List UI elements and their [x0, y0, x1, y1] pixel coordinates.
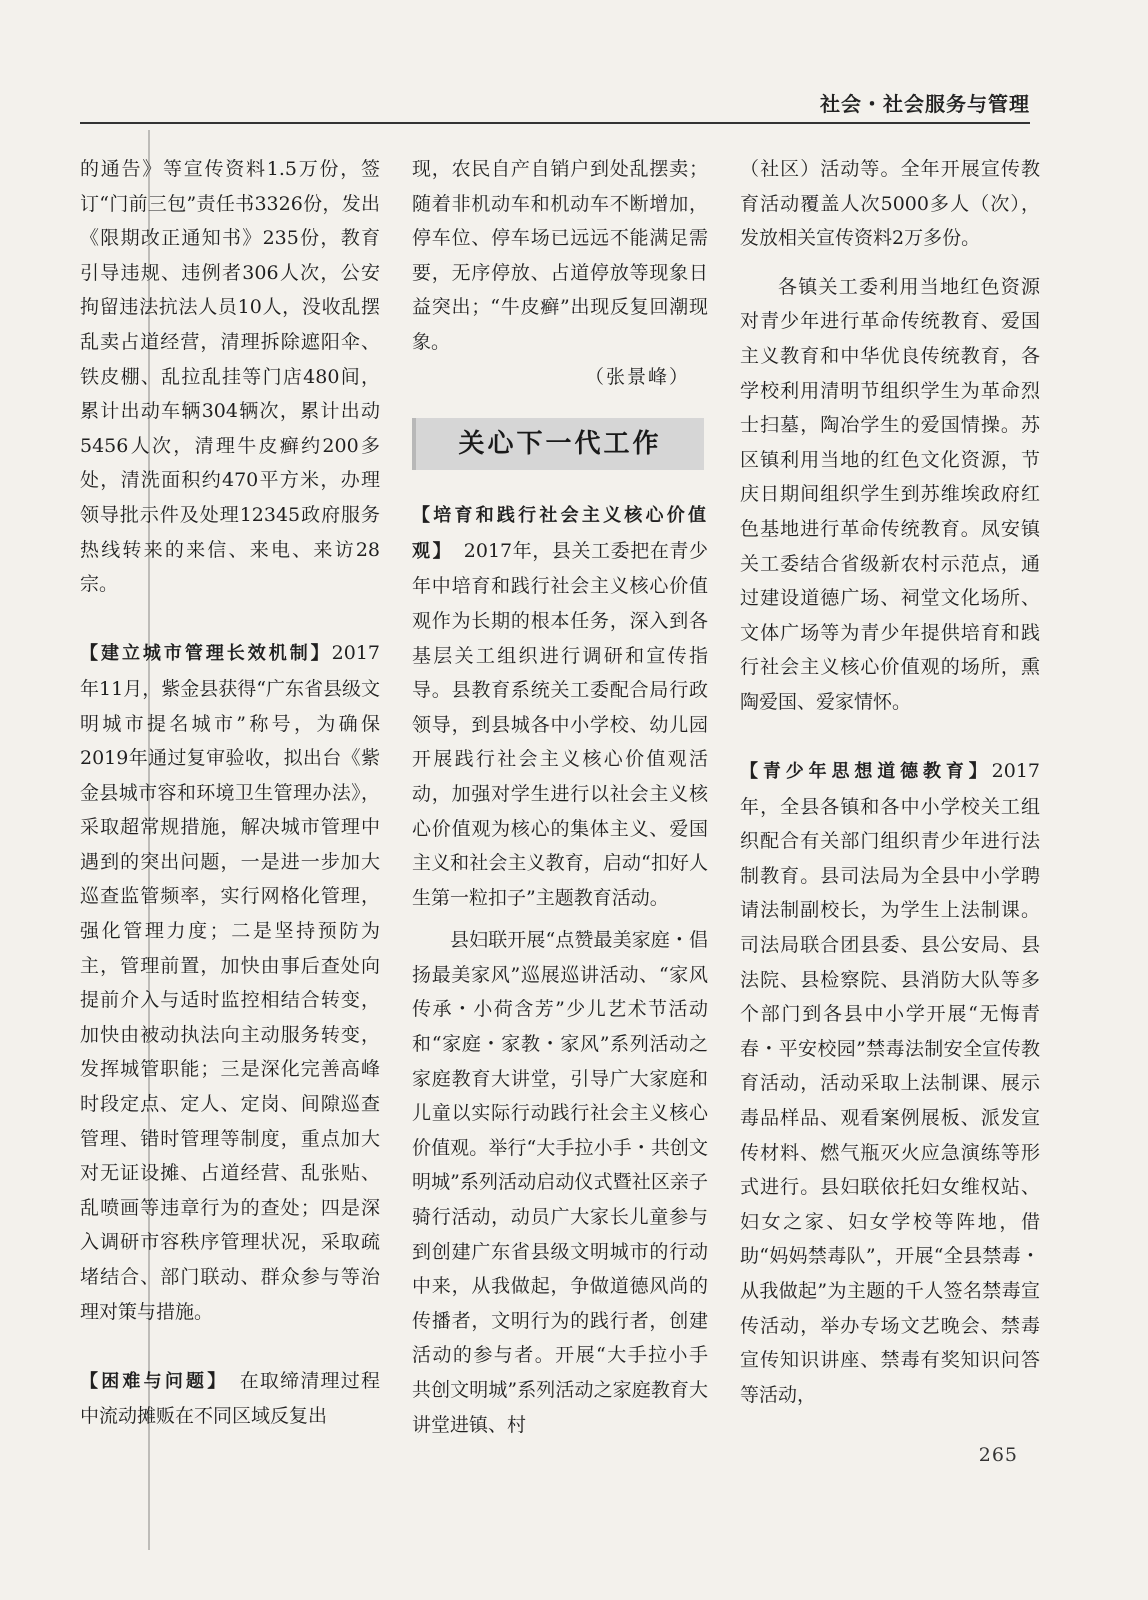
- section-body: 2017年，县关工委把在青少年中培育和践行社会主义核心价值观作为长期的根本任务，深入到各基层关工组织进行调研和宣传指导。县教育系统关工委配合局行政领导，到县城各中小学校、幼儿园开展践行社会主义核心价值观活动，加强对学生进行以社会主义核心价值观为核心的集体主义、爱国主义和社会主义教育，启动“扣好人生第一粒扣子”主题教育活动。: [412, 539, 709, 909]
- paragraph: 现，农民自产自销户到处乱摆卖；随着非机动车和机动车不断增加，停车位、停车场已远远不能满足需要，无序停放、占道停放等现象日益突出；“牛皮癣”出现反复回潮现象。: [412, 158, 708, 353]
- section-body: 2017年，全县各镇和各中小学校关工组织配合有关部门组织青少年进行法制教育。县司法局为全县中小学聘请法制副校长，为学生上法制课。司法局联合团县委、县公安局、县法院、县检察院、县消防大队等多个部门到各县中小学开展“无悔青春・平安校园”禁毒法制安全宣传教育活动，活动采取上法制课、展示毒品样品、观看案例展板、派发宣传材料、燃气瓶灭火应急演练等形式进行。县妇联依托妇女维权站、妇女之家、妇女学校等阵地，借助“妈妈禁毒队”，开展“全县禁毒・从我做起”为主题的千人签名禁毒宣传活动，举办专场文艺晚会、禁毒宣传知识讲座、禁毒有奖知识问答等活动，: [740, 760, 1040, 1406]
- text-column-1: [80, 152, 380, 1434]
- text-column-2: [412, 152, 708, 1442]
- section-moral-education: [740, 754, 1040, 1412]
- paragraph: 的通告》等宣传资料1.5万份，签订“门前三包”责任书3326份，发出《限期改正通知书》235份，教育引导违规、违例者306人次，公安拘留违法抗法人员10人，没收乱摆乱卖占道经营，清理拆除遮阳伞、铁皮棚、乱拉乱挂等门店480间，累计出动车辆304辆次，累计出动5456人次，清理牛皮癣约200多处，清洗面积约470平方米，办理领导批示件及处理12345政府服务热线转来的来信、来电、来访28宗。: [80, 158, 380, 596]
- paragraph: 县妇联开展“点赞最美家庭・倡扬最美家风”巡展巡讲活动、“家风传承・小荷含芳”少儿艺术节活动和“家庭・家教・家风”系列活动之家庭教育大讲堂，引导广大家庭和儿童以实际行动践行社会主义核心价值观。举行“大手拉小手・共创文明城”系列活动启动仪式暨社区亲子骑行活动，动员广大家长儿童参与到创建广东省县级文明城市的行动中来，从我做起，争做道德风尚的传播者，文明行为的践行者，创建活动的参与者。开展“大手拉小手 共创文明城”系列活动之家庭教育大讲堂进镇、村: [412, 929, 708, 1436]
- section-banner: 关心下一代工作: [412, 418, 704, 470]
- section-difficulties: [80, 1364, 380, 1434]
- header-rule: [80, 122, 1030, 124]
- section-core-values: [412, 498, 708, 915]
- running-header: 社会・社会服务与管理: [820, 92, 1030, 116]
- section-title: 【困难与问题】: [80, 1370, 220, 1392]
- section-title: 【青少年思想道德教育】: [740, 761, 992, 783]
- paragraph: 各镇关工委利用当地红色资源对青少年进行革命传统教育、爱国主义教育和中华优良传统教育，各学校利用清明节组织学生为革命烈士扫墓，陶冶学生的爱国情操。苏区镇利用当地的红色文化资源，节庆日期间组织学生到苏维埃政府红色基地进行革命传统教育。凤安镇关工委结合省级新农村示范点，通过建设道德广场、祠堂文化场所、文体广场等为青少年提供培育和践行社会主义核心价值观的场所，熏陶爱国、爱家情怀。: [740, 275, 1040, 713]
- author-credit: （张景峰）: [584, 365, 690, 388]
- text-column-3: [740, 152, 1040, 1412]
- page-number: 265: [978, 1444, 1018, 1466]
- paragraph: （社区）活动等。全年开展宣传教育活动覆盖人次5000多人（次），发放相关宣传资料2万多份。: [740, 158, 1040, 250]
- section-title: 【建立城市管理长效机制】: [80, 643, 332, 665]
- section-title: 【培育和践行社会主义核心价值观】: [412, 505, 708, 562]
- section-city-management: [80, 636, 380, 1329]
- section-body: 2017年11月，紫金县获得“广东省县级文明城市提名城市”称号，为确保2019年通过复审验收，拟出台《紫金县城市容和环境卫生管理办法》，采取超常规措施，解决城市管理中遇到的突出问题，一是进一步加大巡查监管频率，实行网格化管理，强化管理力度；二是坚持预防为主，管理前置，加快由事后查处向提前介入与适时监控相结合转变，加快由被动执法向主动服务转变，发挥城管职能；三是深化完善高峰时段定点、定人、定岗、间隙巡查管理、错时管理等制度，重点加大对无证设摊、占道经营、乱张贴、乱喷画等违章行为的查处；四是深入调研市容秩序管理状况，采取疏堵结合、部门联动、群众参与等治理对策与措施。: [80, 642, 380, 1323]
- section-body: 在取缔清理过程中流动摊贩在不同区域反复出: [80, 1369, 380, 1428]
